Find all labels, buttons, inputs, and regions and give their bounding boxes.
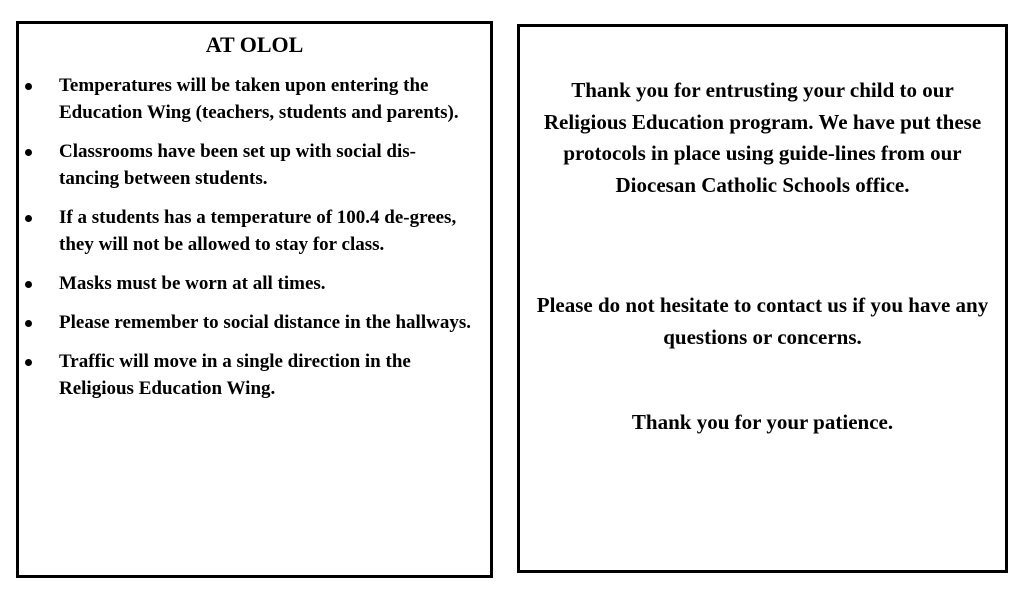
bullet-icon (25, 215, 32, 222)
protocol-list (19, 72, 490, 414)
bullet-icon (25, 149, 32, 156)
protocol-text: Please remember to social distance in the hallways. (59, 312, 471, 333)
bullet-icon (25, 359, 32, 366)
protocol-text: If a students has a temperature of 100.4 de-grees, they will not be allowed to stay for class. (59, 207, 457, 255)
patience-paragraph: Thank you for your patience. (631, 410, 894, 434)
protocol-item (19, 204, 490, 258)
protocol-item (19, 309, 490, 336)
protocol-item (19, 348, 490, 402)
protocol-item (19, 138, 490, 192)
bullet-icon (25, 83, 32, 90)
protocol-item (19, 270, 490, 297)
bullet-icon (25, 320, 32, 327)
protocol-text: Masks must be worn at all times. (59, 273, 326, 294)
thank-you-paragraph: Thank you for entrusting your child to our Religious Education program. We have put these protocols in place using guide-lines from our Diocesan Catholic Schools office. (543, 78, 982, 197)
protocol-text: Temperatures will be taken upon entering the Education Wing (teachers, students and parents). (59, 75, 459, 123)
panel-title: AT OLOL (205, 32, 304, 57)
protocols-box (16, 21, 493, 578)
protocol-item (19, 72, 490, 126)
protocol-text: Classrooms have been set up with social dis-tancing between students. (59, 141, 416, 189)
message-box (517, 24, 1008, 573)
protocol-text: Traffic will move in a single direction in the Religious Education Wing. (59, 351, 411, 399)
contact-paragraph: Please do not hesitate to contact us if you have any questions or concerns. (536, 293, 989, 349)
bullet-icon (25, 281, 32, 288)
